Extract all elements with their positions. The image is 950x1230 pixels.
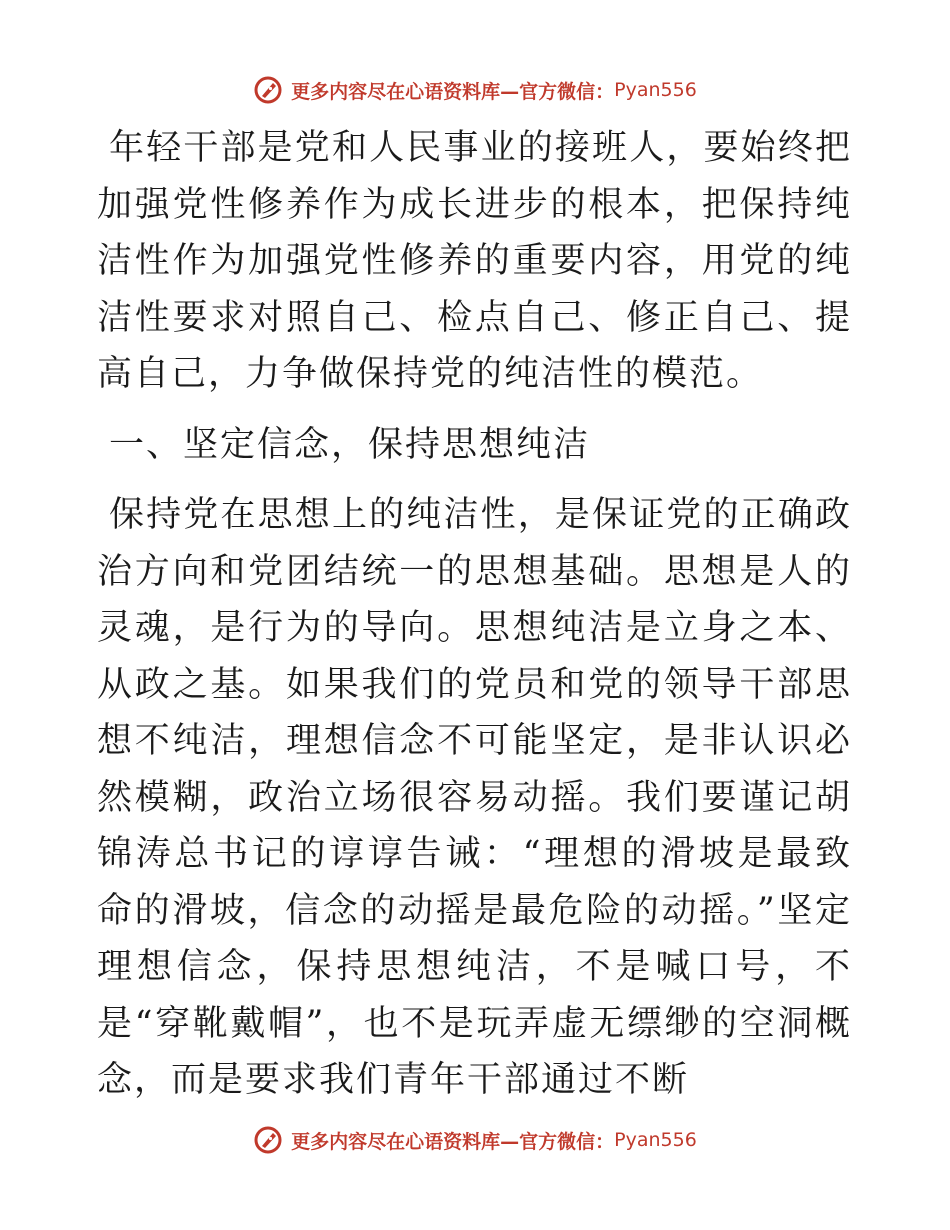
paragraph-intro: 年轻干部是党和人民事业的接班人，要始终把加强党性修养作为成长进步的根本，把保持纯洁性作为加强党性修养的重要内容，用党的纯洁性要求对照自己、检点自己、修正自己、提高自己，力争做保持党的纯洁性的模范。 [97,128,852,394]
header-watermark [0,70,950,110]
header-wechat-handle: Pyan556 [614,79,697,101]
footer-watermark [0,1120,950,1160]
footer-brand-text: 更多内容尽在心语资料库—官方微信： [291,1130,615,1153]
section-heading-1: 一、坚定信念，保持思想纯洁 [109,424,591,465]
footer-wechat-handle: Pyan556 [614,1129,697,1151]
pen-nib-circle-icon [253,1125,283,1155]
pen-nib-circle-icon [253,75,283,105]
paragraph-section-1: 保持党在思想上的纯洁性，是保证党的正确政治方向和党团结统一的思想基础。思想是人的灵魂，是行为的导向。思想纯洁是立身之本、从政之基。如果我们的党员和党的领导干部思想不纯洁，理想信念不可能坚定，是非认识必然模糊，政治立场很容易动摇。我们要谨记胡锦涛总书记的谆谆告诫：“理想的滑坡是最致命的滑坡，信念的动摇是最危险的动摇。”坚定理想信念，保持思想纯洁，不是喊口号，不是“穿靴戴帽”，也不是玩弄虚无缥缈的空洞概念，而是要求我们青年干部通过不断 [97,495,852,1100]
document-body [97,120,852,1109]
header-brand-text: 更多内容尽在心语资料库—官方微信： [291,80,615,103]
